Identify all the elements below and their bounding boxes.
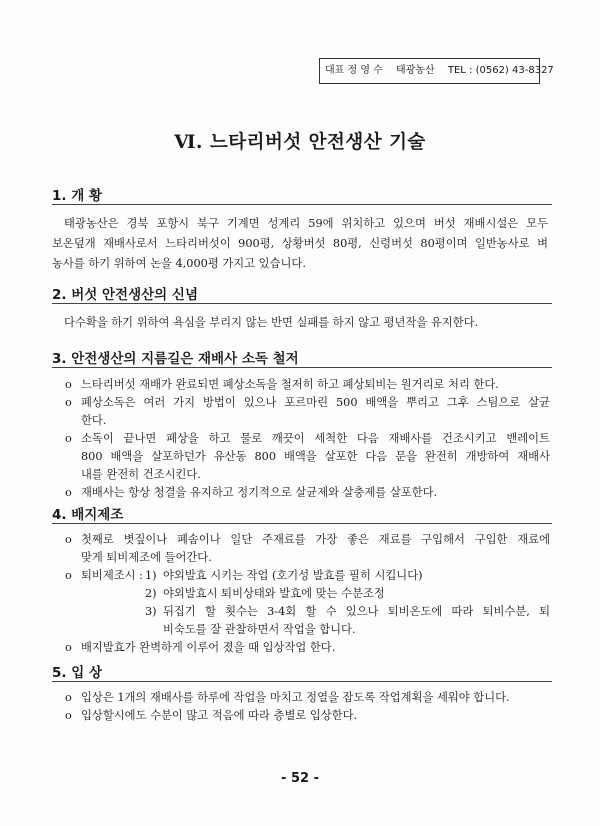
list-item-line: 입상은 1개의 재배사를 하루에 작업을 마치고 정열을 잡도록 작업계획을 세워야 합니다. (81, 691, 510, 704)
sub-item-text: 뒤집기 할 횟수는 3-4회 할 수 있으나 퇴비온도에 따라 퇴비수분, 퇴 (163, 605, 550, 618)
section-rule (52, 681, 552, 682)
bullet-icon: ο (65, 691, 72, 704)
bullet-list (65, 531, 550, 657)
list-item (65, 394, 550, 430)
bullet-icon: ο (65, 533, 72, 546)
sub-item-text: 야외발효 시키는 작업 (호기성 발효를 필히 시킵니다) (163, 569, 423, 582)
header-representative: 대표 정 영 수 (325, 65, 383, 76)
list-item (65, 376, 550, 394)
list-item-line: 느타리버섯 재배가 완료되면 폐상소독을 철저히 하고 폐상퇴비는 원거리로 처리 한다. (81, 378, 499, 391)
section-rule (52, 204, 552, 205)
sub-item-number: 3) (145, 605, 157, 618)
sub-item-text: 야외발효시 퇴비상태와 발효에 맞는 수분조정 (163, 587, 385, 600)
section-paragraph (52, 313, 548, 333)
bullet-list (65, 376, 550, 502)
paragraph-line: 농사를 하기 위하여 논을 4,000평 가지고 있습니다. (52, 257, 306, 270)
list-item-line: 배지발효가 완벽하게 이루어 졌을 때 입상작업 한다. (81, 641, 336, 654)
sub-item (81, 585, 550, 603)
section-paragraph (52, 214, 548, 274)
bullet-icon: ο (65, 396, 72, 409)
list-item-line: 800 배액을 살포하던가 유산동 800 배액을 살포한 다음 문을 완전히 개방하여 재배사 (81, 450, 550, 463)
section-heading: 5. 입 상 (52, 665, 103, 681)
section-heading: 1. 개 황 (52, 188, 103, 204)
list-item-line: 입상할시에도 수분이 많고 적음에 따라 층별로 입상한다. (81, 709, 358, 722)
list-item (65, 567, 550, 639)
bullet-icon: ο (65, 569, 72, 582)
list-item-line: 재배사는 항상 청결을 유지하고 정기적으로 살균제와 살충제를 살포한다. (81, 486, 438, 499)
sub-item-number: 2) (145, 587, 157, 600)
page-title: Ⅵ. 느타리버섯 안전생산 기술 (174, 132, 426, 153)
paragraph-line: 태광농산은 경북 포항시 북구 기계면 성계리 59에 위치하고 있으며 버섯 재배시설은 모두 (64, 217, 548, 230)
sub-item (81, 567, 550, 585)
section-rule (52, 303, 552, 304)
sub-item-number: 1) (145, 569, 157, 582)
list-item (65, 484, 550, 502)
list-item (65, 689, 550, 707)
section-rule (52, 523, 552, 524)
bullet-icon: ο (65, 709, 72, 722)
paragraph-line: 보온덮개 재배사로서 느타리버섯이 900평, 상황버섯 80평, 신령버섯 80평이며 일반농사로 벼 (52, 237, 548, 250)
list-item (65, 707, 550, 725)
list-item-line: 맞게 퇴비제조에 들어간다. (81, 551, 212, 564)
paragraph-line: 다수확을 하기 위하여 욕심을 부리지 않는 반면 실패를 하지 않고 평년작을 유지한다. (64, 316, 479, 329)
list-item-line: 내를 완전히 건조시킨다. (81, 468, 201, 481)
bullet-list (65, 689, 550, 725)
bullet-icon: ο (65, 641, 72, 654)
list-item-line: 한다. (81, 414, 107, 427)
section-heading: 4. 배지제조 (52, 507, 124, 523)
bullet-icon: ο (65, 378, 72, 391)
bullet-icon: ο (65, 432, 72, 445)
page-number: - 52 - (281, 771, 319, 786)
header-farm: 태광농산 (396, 65, 435, 76)
list-item (65, 639, 550, 657)
list-item-line: 첫째로 볏짚이나 폐솜이나 일단 주재료를 가장 좋은 재료를 구입해서 구입한 재료에 (81, 533, 550, 546)
sub-item (81, 621, 550, 639)
sub-label: 퇴비제조시 : (81, 569, 143, 582)
sub-item-text: 비숙도를 잘 관찰하면서 작업을 합니다. (163, 623, 356, 636)
list-item-line: 소독이 끝나면 폐상을 하고 물로 깨끗이 세척한 다음 재배사를 건조시키고 밴레이트 (81, 432, 550, 445)
section-heading: 2. 버섯 안전생산의 신념 (52, 287, 198, 303)
list-item (65, 430, 550, 484)
bullet-icon: ο (65, 486, 72, 499)
section-heading: 3. 안전생산의 지름길은 재배사 소독 철저 (52, 351, 299, 367)
section-rule (52, 367, 552, 368)
list-item-line: 폐상소독은 여러 가지 방법이 있으나 포르마린 500 배액을 뿌리고 그후 스팀으로 살균 (81, 396, 550, 409)
list-item (65, 531, 550, 567)
sub-item (81, 603, 550, 621)
header-tel: TEL : (0562) 43-8327 (447, 65, 554, 76)
header-box (319, 58, 554, 84)
